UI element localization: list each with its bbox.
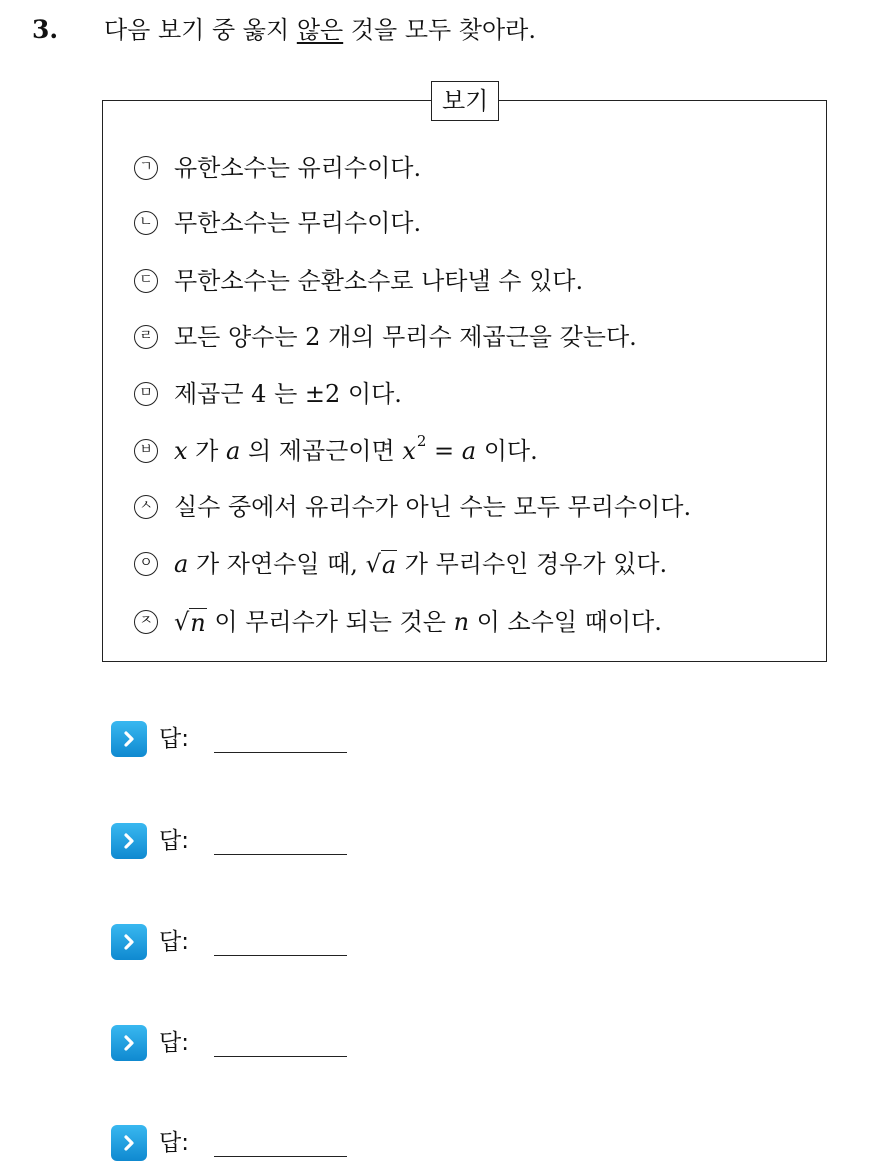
example-item-2: [134, 205, 421, 241]
chevron-right-icon: [111, 1025, 147, 1061]
item-text: 유한소수는 유리수이다.: [174, 154, 422, 182]
item-marker: ㅁ: [134, 382, 158, 406]
example-item-3: [134, 263, 583, 299]
item-marker: ㅂ: [134, 439, 158, 463]
answer-row-5: [111, 1123, 189, 1163]
item-text: 가 자연수일 때,: [188, 550, 366, 578]
item-text: 모든 양수는 2 개의 무리수 제곱근을 갖는다.: [174, 323, 637, 351]
item-text: 무한소수는 순환소수로 나타낼 수 있다.: [174, 267, 584, 295]
item-text: 실수 중에서 유리수가 아닌 수는 모두 무리수이다.: [174, 493, 692, 521]
answer-blank[interactable]: [214, 1056, 347, 1057]
item-text: 무한소수는 무리수이다.: [174, 209, 422, 237]
answer-row-1: [111, 719, 189, 759]
answer-blank[interactable]: [214, 752, 347, 753]
example-item-5: [134, 376, 402, 412]
answer-row-3: [111, 922, 189, 962]
answer-label: 답:: [159, 1130, 189, 1156]
sqrt-radicand: a: [381, 551, 397, 579]
item-marker: ㄹ: [134, 325, 158, 349]
answer-blank[interactable]: [214, 955, 347, 956]
math-var: a: [461, 437, 477, 465]
item-text: 이 무리수가 되는 것은: [206, 608, 454, 636]
math-var: x: [174, 437, 188, 465]
math-equals: =: [426, 437, 462, 465]
question-text-after: 것을 모두 찾아라.: [343, 16, 536, 44]
question-text-underlined: 않은: [296, 16, 344, 44]
sqrt-symbol: √: [365, 550, 381, 578]
math-var: a: [226, 437, 241, 465]
example-item-6: [134, 433, 538, 469]
item-text: 제곱근 4 는 ±2 이다.: [174, 380, 402, 408]
chevron-right-icon: [111, 1125, 147, 1161]
math-var: n: [453, 608, 470, 636]
example-item-4: [134, 319, 637, 355]
example-item-9: [134, 604, 662, 640]
example-item-7: [134, 489, 691, 525]
item-text: 이다.: [476, 437, 538, 465]
answer-row-4: [111, 1023, 189, 1063]
math-var: x: [402, 437, 416, 465]
sqrt-expression: [174, 604, 207, 640]
item-text: 가 무리수인 경우가 있다.: [397, 550, 668, 578]
item-marker: ㄷ: [134, 269, 158, 293]
answer-blank[interactable]: [214, 854, 347, 855]
question-number: 3.: [32, 15, 59, 44]
item-text: 가: [187, 437, 226, 465]
item-marker: ㅈ: [134, 610, 158, 634]
item-text: 의 제곱근이면: [240, 437, 403, 465]
item-marker: ㅇ: [134, 552, 158, 576]
item-marker: ㅅ: [134, 495, 158, 519]
chevron-right-icon: [111, 924, 147, 960]
math-var: a: [174, 550, 189, 578]
item-marker: ㄱ: [134, 156, 158, 180]
answer-label: 답:: [159, 726, 189, 752]
question-text: [104, 14, 536, 46]
item-marker: ㄴ: [134, 211, 158, 235]
math-exponent: 2: [416, 432, 427, 450]
example-item-1: [134, 150, 421, 186]
answer-row-2: [111, 821, 189, 861]
example-item-8: [134, 546, 667, 582]
chevron-right-icon: [111, 823, 147, 859]
chevron-right-icon: [111, 721, 147, 757]
example-box-title: 보기: [431, 81, 499, 121]
answer-label: 답:: [159, 1030, 189, 1056]
answer-label: 답:: [159, 828, 189, 854]
sqrt-symbol: √: [174, 608, 190, 636]
answer-label: 답:: [159, 929, 189, 955]
item-text: 이 소수일 때이다.: [469, 608, 662, 636]
answer-blank[interactable]: [214, 1156, 347, 1157]
question-text-before: 다음 보기 중 옳지: [104, 16, 297, 44]
sqrt-radicand: n: [190, 609, 206, 637]
sqrt-expression: [366, 546, 398, 582]
